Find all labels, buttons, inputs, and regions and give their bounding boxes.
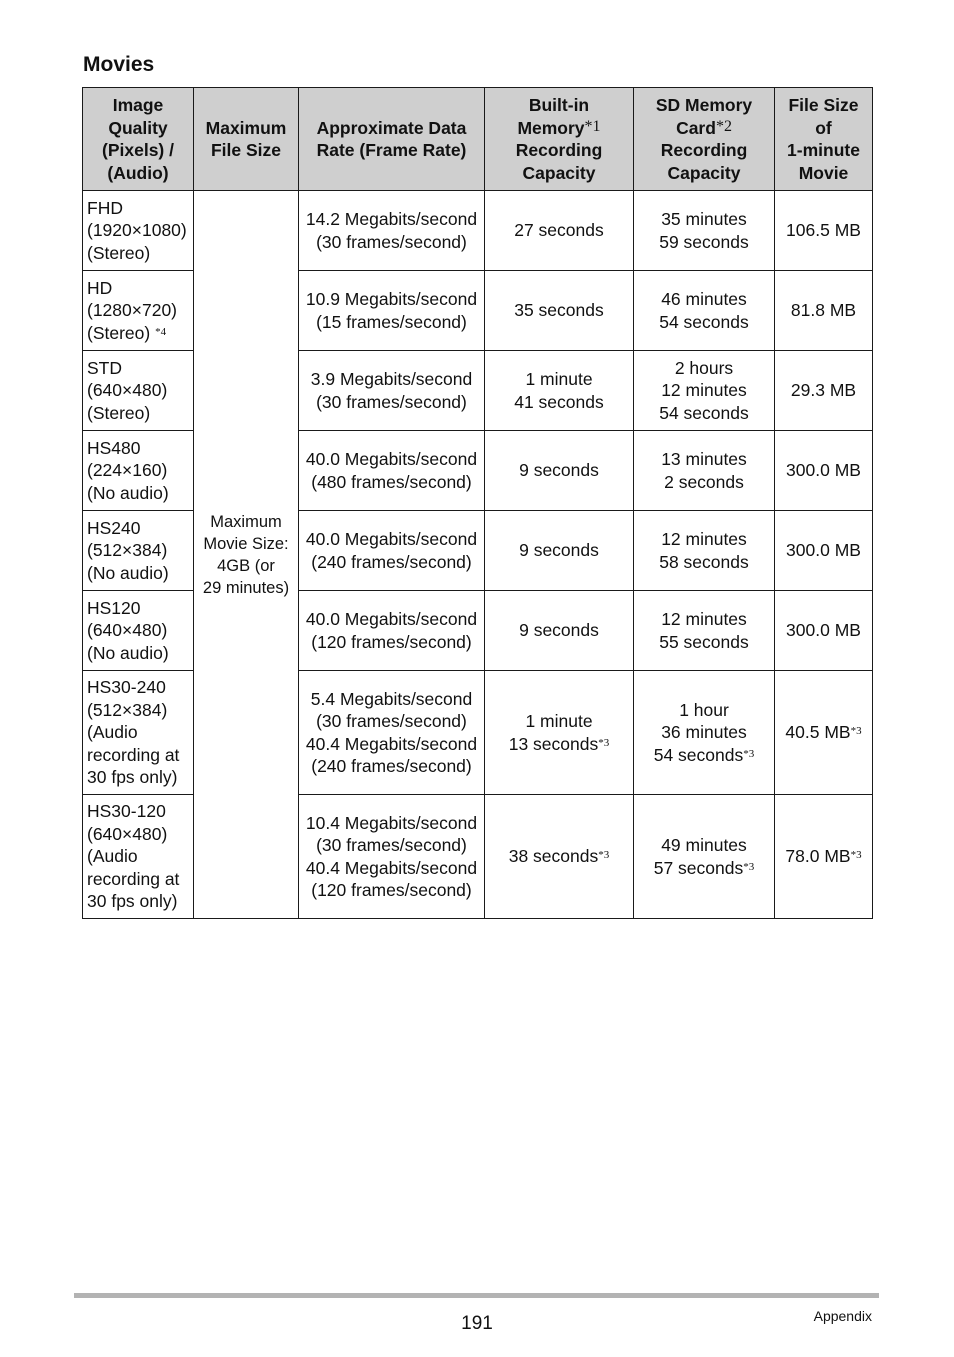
cell-data-rate: 10.4 Megabits/second (30 frames/second) 40.4 Megabits/second (120 frames/second) xyxy=(299,795,485,919)
section-label: Appendix xyxy=(813,1308,872,1324)
movies-spec-table xyxy=(82,87,873,919)
cell-data-rate: 40.0 Megabits/second (480 frames/second) xyxy=(299,431,485,511)
cell-image-quality: HS120 (640×480) (No audio) xyxy=(83,591,194,671)
footnote-marker: *3 xyxy=(598,736,610,749)
cell-builtin-capacity: 9 seconds xyxy=(485,431,634,511)
cell-sd-capacity: 1 hour 36 minutes 54 seconds$^{*3}$ xyxy=(634,671,775,795)
cell-file-size: 106.5 MB xyxy=(775,191,873,271)
cell-sd-capacity: 2 hours 12 minutes 54 seconds xyxy=(634,351,775,431)
footnote-marker: *2 xyxy=(715,117,732,135)
cell-data-rate: 3.9 Megabits/second (30 frames/second) xyxy=(299,351,485,431)
cell-sd-capacity: 49 minutes 57 seconds$^{*3}$ xyxy=(634,795,775,919)
cell-image-quality: HD (1280×720) (Stereo) $^{*4}$ xyxy=(83,271,194,351)
cell-sd-capacity: 13 minutes 2 seconds xyxy=(634,431,775,511)
cell-sd-capacity: 12 minutes 58 seconds xyxy=(634,511,775,591)
cell-file-size: 300.0 MB xyxy=(775,431,873,511)
header-sd-capacity: SD Memory Card$^{*2}$ Recording Capacity xyxy=(634,88,775,191)
footnote-marker: *3 xyxy=(598,849,610,862)
cell-image-quality: HS30-120 (640×480) (Audio recording at 30 fps only) xyxy=(83,795,194,919)
page-number: 191 xyxy=(461,1313,493,1334)
cell-max-file-size: Maximum Movie Size: 4GB (or 29 minutes) xyxy=(194,191,299,919)
footnote-marker: *3 xyxy=(850,849,862,862)
footnote-marker: *3 xyxy=(743,860,755,873)
cell-data-rate: 5.4 Megabits/second (30 frames/second) 40.4 Megabits/second (240 frames/second) xyxy=(299,671,485,795)
header-max-file-size: Maximum File Size xyxy=(194,88,299,191)
cell-builtin-capacity: 27 seconds xyxy=(485,191,634,271)
cell-image-quality: STD (640×480) (Stereo) xyxy=(83,351,194,431)
cell-file-size: 300.0 MB xyxy=(775,511,873,591)
cell-builtin-capacity: 1 minute 41 seconds xyxy=(485,351,634,431)
cell-file-size: 29.3 MB xyxy=(775,351,873,431)
table-row xyxy=(83,191,873,271)
cell-sd-capacity: 46 minutes 54 seconds xyxy=(634,271,775,351)
cell-file-size: 81.8 MB xyxy=(775,271,873,351)
cell-image-quality: FHD (1920×1080) (Stereo) xyxy=(83,191,194,271)
cell-sd-capacity: 12 minutes 55 seconds xyxy=(634,591,775,671)
cell-file-size: 300.0 MB xyxy=(775,591,873,671)
header-file-size: File Size of 1-minute Movie xyxy=(775,88,873,191)
footnote-marker: *3 xyxy=(743,747,755,760)
cell-data-rate: 14.2 Megabits/second (30 frames/second) xyxy=(299,191,485,271)
footnote-marker: *3 xyxy=(850,725,862,738)
cell-builtin-capacity: 9 seconds xyxy=(485,591,634,671)
cell-data-rate: 10.9 Megabits/second (15 frames/second) xyxy=(299,271,485,351)
cell-image-quality: HS30-240 (512×384) (Audio recording at 30 fps only) xyxy=(83,671,194,795)
footnote-marker: *1 xyxy=(584,117,601,135)
table-header-row xyxy=(83,88,873,191)
footer-rule xyxy=(74,1293,879,1298)
cell-data-rate: 40.0 Megabits/second (120 frames/second) xyxy=(299,591,485,671)
header-image-quality: Image Quality (Pixels) / (Audio) xyxy=(83,88,194,191)
cell-builtin-capacity: 38 seconds$^{*3}$ xyxy=(485,795,634,919)
cell-builtin-capacity: 35 seconds xyxy=(485,271,634,351)
section-title: Movies xyxy=(83,53,155,76)
footnote-marker: *4 xyxy=(155,325,167,338)
cell-builtin-capacity: 1 minute 13 seconds$^{*3}$ xyxy=(485,671,634,795)
cell-file-size: 40.5 MB$^{*3}$ xyxy=(775,671,873,795)
cell-file-size: 78.0 MB$^{*3}$ xyxy=(775,795,873,919)
cell-sd-capacity: 35 minutes 59 seconds xyxy=(634,191,775,271)
cell-data-rate: 40.0 Megabits/second (240 frames/second) xyxy=(299,511,485,591)
header-builtin-capacity: Built-in Memory$^{*1}$ Recording Capacity xyxy=(485,88,634,191)
header-data-rate: Approximate Data Rate (Frame Rate) xyxy=(299,88,485,191)
cell-image-quality: HS480 (224×160) (No audio) xyxy=(83,431,194,511)
cell-builtin-capacity: 9 seconds xyxy=(485,511,634,591)
cell-image-quality: HS240 (512×384) (No audio) xyxy=(83,511,194,591)
